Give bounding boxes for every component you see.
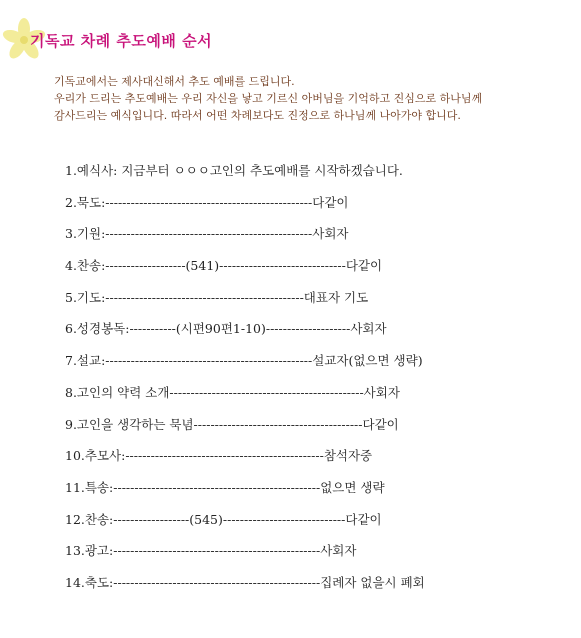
- order-item: 1.예식사: 지금부터 ㅇㅇㅇ고인의 추도예배를 시작하겠습니다.: [65, 163, 403, 178]
- intro-text: [54, 73, 574, 124]
- order-item: 4.찬송:-------------------(541)------------------------------다같이: [65, 258, 383, 274]
- order-item: 10.추모사:-----------------------------------------------참석자중: [65, 448, 373, 464]
- order-item: 3.기원:-------------------------------------------------사회자: [65, 226, 349, 242]
- order-item: 8.고인의 약력 소개----------------------------------------------사회자: [65, 384, 400, 400]
- order-item: 5.기도:-----------------------------------------------대표자 기도: [65, 289, 369, 305]
- order-item: 2.묵도:-------------------------------------------------다같이: [65, 194, 349, 210]
- order-item: 14.축도:-------------------------------------------------집례자 없을시 폐회: [65, 574, 425, 590]
- intro-line: 감사드리는 예식입니다. 따라서 어떤 차례보다도 진정으로 하나님께 나아가야 합니다.: [54, 109, 461, 122]
- order-item: 6.성경봉독:-----------(시편90편1-10)--------------------사회자: [65, 321, 387, 337]
- order-item: 7.설교:-------------------------------------------------설교자(없으면 생략): [65, 353, 423, 369]
- header: [0, 18, 300, 62]
- service-order-list: [65, 155, 575, 599]
- intro-line: 기독교에서는 제사대신해서 추도 예배를 드립니다.: [54, 75, 295, 88]
- page-title: 기독교 차례 추도예배 순서: [30, 32, 213, 50]
- order-item: 12.찬송:------------------(545)-----------------------------다같이: [65, 511, 382, 527]
- order-item: 13.광고:-------------------------------------------------사회자: [65, 543, 357, 559]
- intro-line: 우리가 드리는 추도예배는 우리 자신을 낳고 기르신 아버님을 기억하고 진심으로 하나님께: [54, 92, 483, 105]
- order-item: 11.특송:-------------------------------------------------없으면 생략: [65, 479, 385, 495]
- order-item: 9.고인을 생각하는 묵념----------------------------------------다같이: [65, 416, 399, 432]
